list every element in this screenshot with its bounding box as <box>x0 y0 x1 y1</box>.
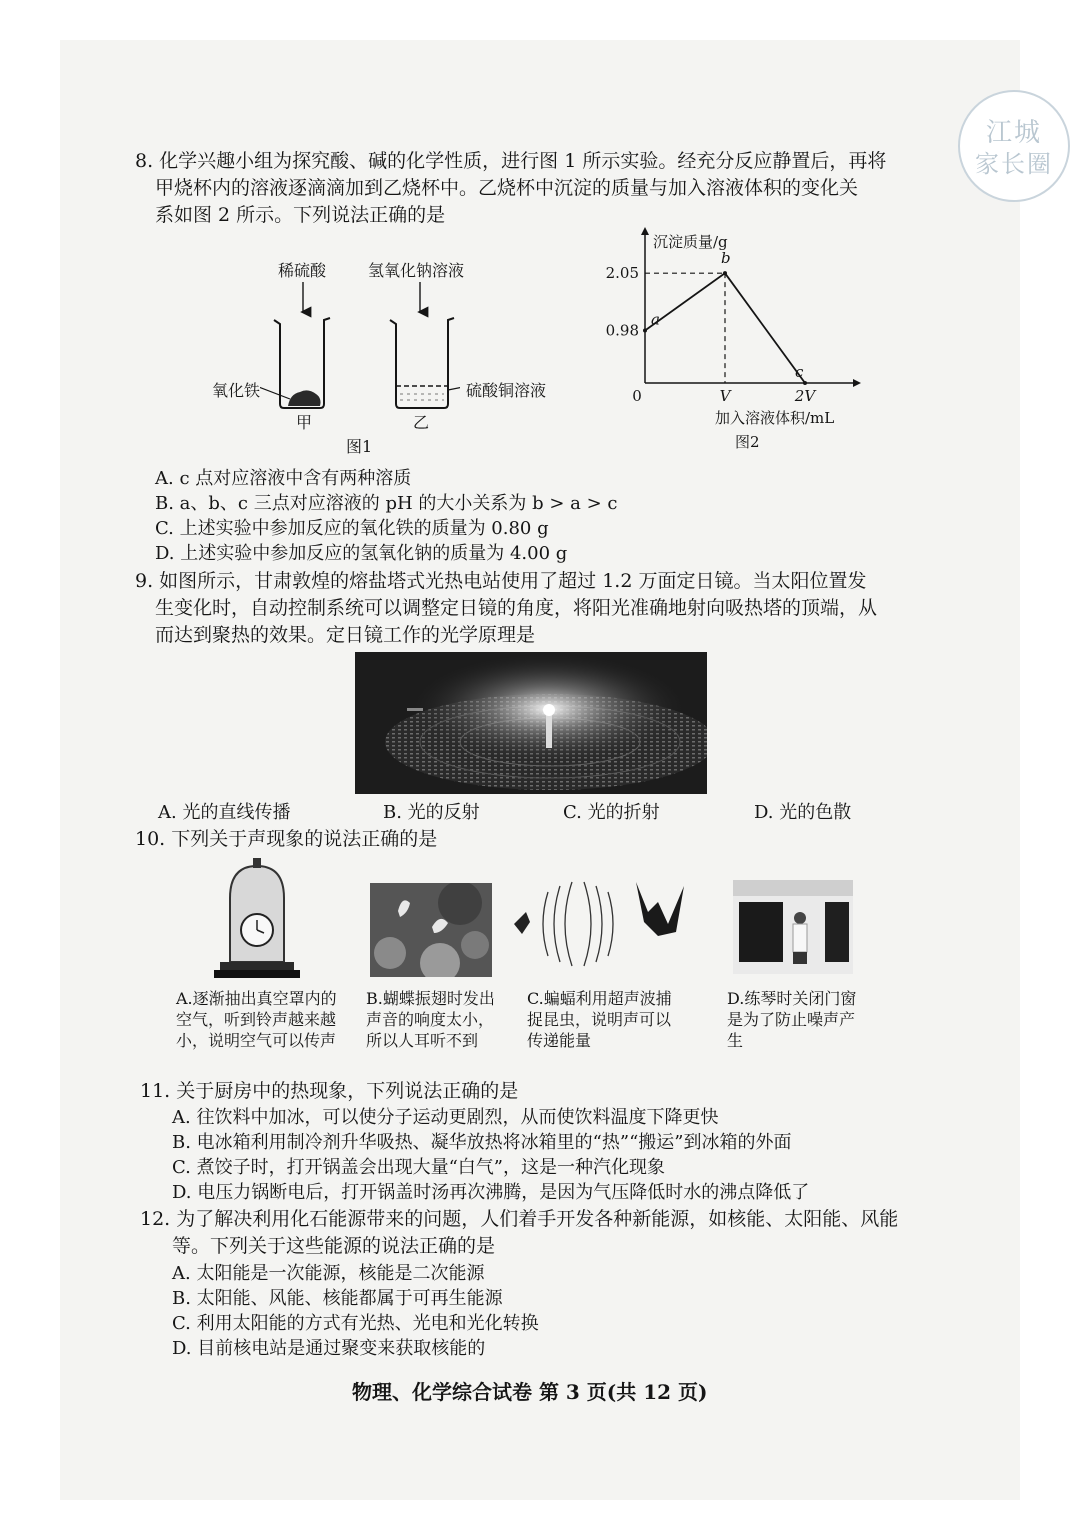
q11-option-b[interactable]: B. 电冰箱利用制冷剂升华吸热、凝华放热将冰箱里的“热”“搬运”到冰箱的外面 <box>172 1132 792 1153</box>
q9-option-c[interactable]: C. 光的折射 <box>563 802 660 823</box>
q12-option-b[interactable]: B. 太阳能、风能、核能都属于可再生能源 <box>172 1288 503 1309</box>
beaker-a <box>274 318 330 408</box>
q12-line2: 等。下列关于这些能源的说法正确的是 <box>172 1235 496 1257</box>
bat-echolocation-image <box>508 872 688 974</box>
point-label: c <box>795 363 804 381</box>
q9-line1: 9. 如图所示，甘肃敦煌的熔盐塔式光热电站使用了超过 1.2 万面定日镜。当太阳位置发 <box>135 570 867 592</box>
fig1-caption: 图1 <box>346 437 373 456</box>
x-axis-arrow <box>853 379 861 387</box>
watermark-line1: 江城 <box>985 118 1042 148</box>
solid-pointer <box>260 386 290 399</box>
piano-shape <box>739 902 783 962</box>
x-axis-label: 加入溶液体积/mL <box>715 409 835 427</box>
data-point <box>803 381 807 385</box>
watermark-logo <box>958 90 1070 202</box>
q8-option-d[interactable]: D. 上述实验中参加反应的氢氧化钠的质量为 4.00 g <box>155 543 568 564</box>
q11-option-d[interactable]: D. 电压力锅断电后，打开锅盖时汤再次沸腾，是因为气压降低时水的沸点降低了 <box>172 1182 810 1203</box>
fig1-drawing <box>260 278 460 414</box>
origin-label: 0 <box>632 387 642 405</box>
q12-option-a[interactable]: A. 太阳能是一次能源，核能是二次能源 <box>172 1263 485 1284</box>
q10-stem: 10. 下列关于声现象的说法正确的是 <box>135 828 438 850</box>
q8-line2: 甲烧杯内的溶液逐滴滴加到乙烧杯中。乙烧杯中沉淀的质量与加入溶液体积的变化关 <box>155 177 859 199</box>
y-axis-label: 沉淀质量/g <box>653 233 728 251</box>
q9-option-d[interactable]: D. 光的色散 <box>754 802 852 823</box>
y-tick-label: 0.98 <box>605 321 639 340</box>
q10-option-c[interactable]: C.蝙蝠利用超声波捕捉昆虫，说明声可以传递能量 <box>527 989 672 1050</box>
q9-line2: 生变化时，自动控制系统可以调整定日镜的角度，将阳光准确地射向吸热塔的顶端，从 <box>155 597 878 619</box>
fig1-solution-label: 硫酸铜溶液 <box>466 381 547 400</box>
q9-line3: 而达到聚热的效果。定日镜工作的光学原理是 <box>155 624 536 646</box>
solution-pointer <box>448 386 460 390</box>
point-label: a <box>651 310 660 329</box>
solar-plant-photo <box>355 652 707 794</box>
page-footer: 物理、化学综合试卷 第 3 页(共 12 页) <box>352 1380 708 1404</box>
fig1-beaker-a-label: 甲 <box>296 413 313 432</box>
q9-option-b[interactable]: B. 光的反射 <box>383 802 480 823</box>
q8-option-b[interactable]: B. a、b、c 三点对应溶液的 pH 的大小关系为 b > a > c <box>155 493 618 514</box>
q10-option-a[interactable]: A.逐渐抽出真空罩内的空气，听到铃声越来越小，说明空气可以传声 <box>176 989 337 1050</box>
q11-option-c[interactable]: C. 煮饺子时，打开锅盖会出现大量“白气”，这是一种汽化现象 <box>172 1157 665 1178</box>
q11-stem: 11. 关于厨房中的热现象，下列说法正确的是 <box>140 1080 519 1102</box>
q8-line1: 8. 化学兴趣小组为探究酸、碱的化学性质，进行图 1 所示实验。经充分反应静置后，再将 <box>135 150 887 172</box>
point-label: b <box>721 249 731 268</box>
q12-line1: 12. 为了解决利用化石能源带来的问题，人们着手开发各种新能源，如核能、太阳能、风能 <box>140 1208 899 1230</box>
q9-option-a[interactable]: A. 光的直线传播 <box>158 802 291 823</box>
iron-oxide-solid <box>288 390 321 406</box>
fig1-acid-label: 稀硫酸 <box>278 261 327 280</box>
watermark-line2: 家长圈 <box>975 150 1053 178</box>
figure-2-chart <box>600 225 870 460</box>
y-axis-arrow <box>641 227 649 235</box>
q8-option-a[interactable]: A. c 点对应溶液中含有两种溶质 <box>155 468 412 489</box>
data-point <box>643 329 647 333</box>
bell-jar-image <box>212 858 302 980</box>
butterfly-image <box>370 883 492 977</box>
q8-option-c[interactable]: C. 上述实验中参加反应的氧化铁的质量为 0.80 g <box>155 518 549 539</box>
q12-option-c[interactable]: C. 利用太阳能的方式有光热、光电和光化转换 <box>172 1313 539 1334</box>
y-tick-label: 2.05 <box>605 264 639 283</box>
piano-practice-image <box>733 880 853 974</box>
chart-title: 图2 <box>735 433 760 451</box>
x-tick-label: V <box>719 387 731 405</box>
fig1-solid-label: 氧化铁 <box>212 381 261 400</box>
q10-option-b[interactable]: B.蝴蝶振翅时发出声音的响度太小，所以人耳听不到 <box>366 989 495 1050</box>
x-tick-label: 2V <box>794 387 816 405</box>
q12-option-d[interactable]: D. 目前核电站是通过聚变来获取核能的 <box>172 1338 486 1359</box>
q11-option-a[interactable]: A. 往饮料中加冰，可以使分子运动更剧烈，从而使饮料温度下降更快 <box>172 1107 719 1128</box>
fig1-beaker-b-label: 乙 <box>413 413 430 432</box>
fig1-base-label: 氢氧化钠溶液 <box>368 261 465 280</box>
q8-line3: 系如图 2 所示。下列说法正确的是 <box>155 204 446 226</box>
q10-option-d[interactable]: D.练琴时关闭门窗是为了防止噪声产生 <box>727 989 857 1050</box>
beaker-b <box>390 318 454 408</box>
data-point <box>723 271 727 275</box>
